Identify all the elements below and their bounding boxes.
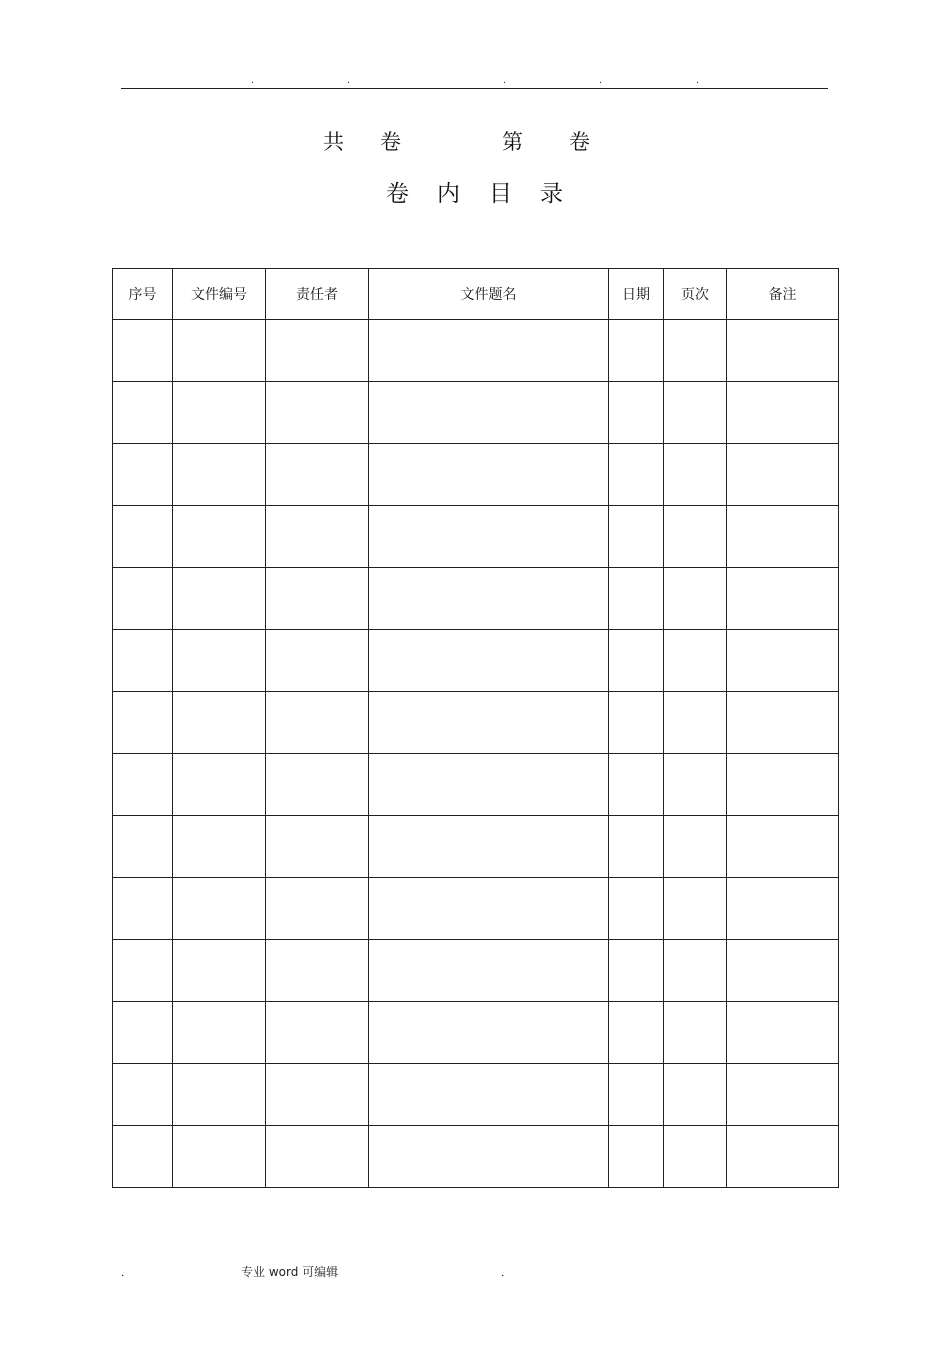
cell-remarks — [727, 816, 839, 878]
cell-file-title — [369, 1064, 609, 1126]
cell-date — [609, 1126, 664, 1188]
cell-file-number — [173, 630, 266, 692]
cell-file-number — [173, 444, 266, 506]
cell-pages — [664, 692, 727, 754]
cell-remarks — [727, 1064, 839, 1126]
cell-date — [609, 506, 664, 568]
table-row — [113, 568, 839, 630]
table-row — [113, 816, 839, 878]
cell-responsible — [266, 754, 369, 816]
cell-responsible — [266, 940, 369, 1002]
cell-remarks — [727, 1126, 839, 1188]
cell-responsible — [266, 1064, 369, 1126]
volume-total-label: 共 — [323, 130, 344, 154]
cell-pages — [664, 444, 727, 506]
table-row — [113, 382, 839, 444]
cell-date — [609, 1002, 664, 1064]
cell-responsible — [266, 816, 369, 878]
volume-index-unit: 卷 — [569, 130, 590, 154]
cell-remarks — [727, 1002, 839, 1064]
cell-pages — [664, 506, 727, 568]
header-dot: . — [251, 74, 255, 86]
cell-serial — [113, 878, 173, 940]
header-rule — [121, 88, 828, 89]
cell-responsible — [266, 382, 369, 444]
page-title-char: 目 — [489, 181, 512, 207]
cell-pages — [664, 1002, 727, 1064]
cell-remarks — [727, 940, 839, 1002]
cell-date — [609, 1064, 664, 1126]
cell-serial — [113, 568, 173, 630]
cell-pages — [664, 568, 727, 630]
cell-file-title — [369, 568, 609, 630]
cell-responsible — [266, 630, 369, 692]
column-header-serial: 序号 — [113, 269, 173, 320]
cell-pages — [664, 878, 727, 940]
cell-responsible — [266, 878, 369, 940]
cell-file-title — [369, 878, 609, 940]
cell-pages — [664, 630, 727, 692]
table-row — [113, 692, 839, 754]
cell-file-number — [173, 506, 266, 568]
cell-remarks — [727, 878, 839, 940]
cell-pages — [664, 816, 727, 878]
cell-date — [609, 878, 664, 940]
cell-file-title — [369, 506, 609, 568]
cell-date — [609, 816, 664, 878]
header-dot: . — [347, 74, 351, 86]
cell-file-number — [173, 878, 266, 940]
column-header-date: 日期 — [609, 269, 664, 320]
footer-dot-right: . — [501, 1265, 505, 1279]
cell-responsible — [266, 568, 369, 630]
cell-serial — [113, 754, 173, 816]
cell-serial — [113, 382, 173, 444]
table-row — [113, 506, 839, 568]
cell-date — [609, 940, 664, 1002]
cell-responsible — [266, 506, 369, 568]
cell-file-number — [173, 816, 266, 878]
cell-file-title — [369, 444, 609, 506]
column-header-remarks: 备注 — [727, 269, 839, 320]
table-row — [113, 1002, 839, 1064]
cell-remarks — [727, 568, 839, 630]
cell-date — [609, 692, 664, 754]
cell-file-number — [173, 692, 266, 754]
cell-file-title — [369, 1002, 609, 1064]
cell-remarks — [727, 320, 839, 382]
header-dot: . — [599, 74, 603, 86]
cell-serial — [113, 1002, 173, 1064]
column-header-pages: 页次 — [664, 269, 727, 320]
cell-serial — [113, 506, 173, 568]
cell-date — [609, 630, 664, 692]
cell-file-title — [369, 1126, 609, 1188]
cell-responsible — [266, 1126, 369, 1188]
cell-pages — [664, 940, 727, 1002]
header-dot: . — [503, 74, 507, 86]
cell-serial — [113, 320, 173, 382]
table-row — [113, 630, 839, 692]
cell-file-title — [369, 692, 609, 754]
cell-file-title — [369, 816, 609, 878]
cell-date — [609, 320, 664, 382]
table-row — [113, 320, 839, 382]
table-body — [113, 320, 839, 1188]
cell-remarks — [727, 630, 839, 692]
cell-date — [609, 568, 664, 630]
cell-pages — [664, 320, 727, 382]
cell-file-title — [369, 630, 609, 692]
cell-responsible — [266, 1002, 369, 1064]
volume-total-unit: 卷 — [380, 130, 401, 154]
cell-serial — [113, 1064, 173, 1126]
volume-index-label: 第 — [502, 130, 523, 154]
cell-serial — [113, 1126, 173, 1188]
cell-serial — [113, 940, 173, 1002]
cell-pages — [664, 1126, 727, 1188]
cell-pages — [664, 1064, 727, 1126]
cell-remarks — [727, 382, 839, 444]
cell-date — [609, 382, 664, 444]
cell-file-number — [173, 382, 266, 444]
cell-date — [609, 444, 664, 506]
cell-serial — [113, 444, 173, 506]
cell-responsible — [266, 692, 369, 754]
cell-responsible — [266, 444, 369, 506]
cell-file-number — [173, 1126, 266, 1188]
cell-file-number — [173, 1002, 266, 1064]
column-header-file-number: 文件编号 — [173, 269, 266, 320]
page-title-char: 卷 — [386, 181, 409, 207]
cell-pages — [664, 382, 727, 444]
cell-remarks — [727, 444, 839, 506]
table-row — [113, 754, 839, 816]
cell-serial — [113, 816, 173, 878]
cell-remarks — [727, 754, 839, 816]
cell-file-title — [369, 320, 609, 382]
cell-file-number — [173, 754, 266, 816]
footer-dot-left: . — [121, 1265, 125, 1279]
table-row — [113, 940, 839, 1002]
table-row — [113, 1126, 839, 1188]
cell-serial — [113, 630, 173, 692]
footer-text: 专业 word 可编辑 — [241, 1265, 339, 1279]
cell-date — [609, 754, 664, 816]
cell-serial — [113, 692, 173, 754]
cell-remarks — [727, 692, 839, 754]
table-row — [113, 1064, 839, 1126]
header-dot: . — [696, 74, 700, 86]
table-header-row — [113, 269, 839, 320]
column-header-file-title: 文件题名 — [369, 269, 609, 320]
table-row — [113, 878, 839, 940]
cell-file-number — [173, 320, 266, 382]
cell-file-title — [369, 940, 609, 1002]
cell-file-title — [369, 382, 609, 444]
column-header-responsible: 责任者 — [266, 269, 369, 320]
cell-file-number — [173, 940, 266, 1002]
cell-responsible — [266, 320, 369, 382]
table-row — [113, 444, 839, 506]
cell-remarks — [727, 506, 839, 568]
catalog-table — [112, 268, 839, 1188]
cell-pages — [664, 754, 727, 816]
page-title-char: 内 — [437, 181, 460, 207]
cell-file-number — [173, 1064, 266, 1126]
cell-file-title — [369, 754, 609, 816]
page-title-char: 录 — [540, 181, 563, 207]
cell-file-number — [173, 568, 266, 630]
